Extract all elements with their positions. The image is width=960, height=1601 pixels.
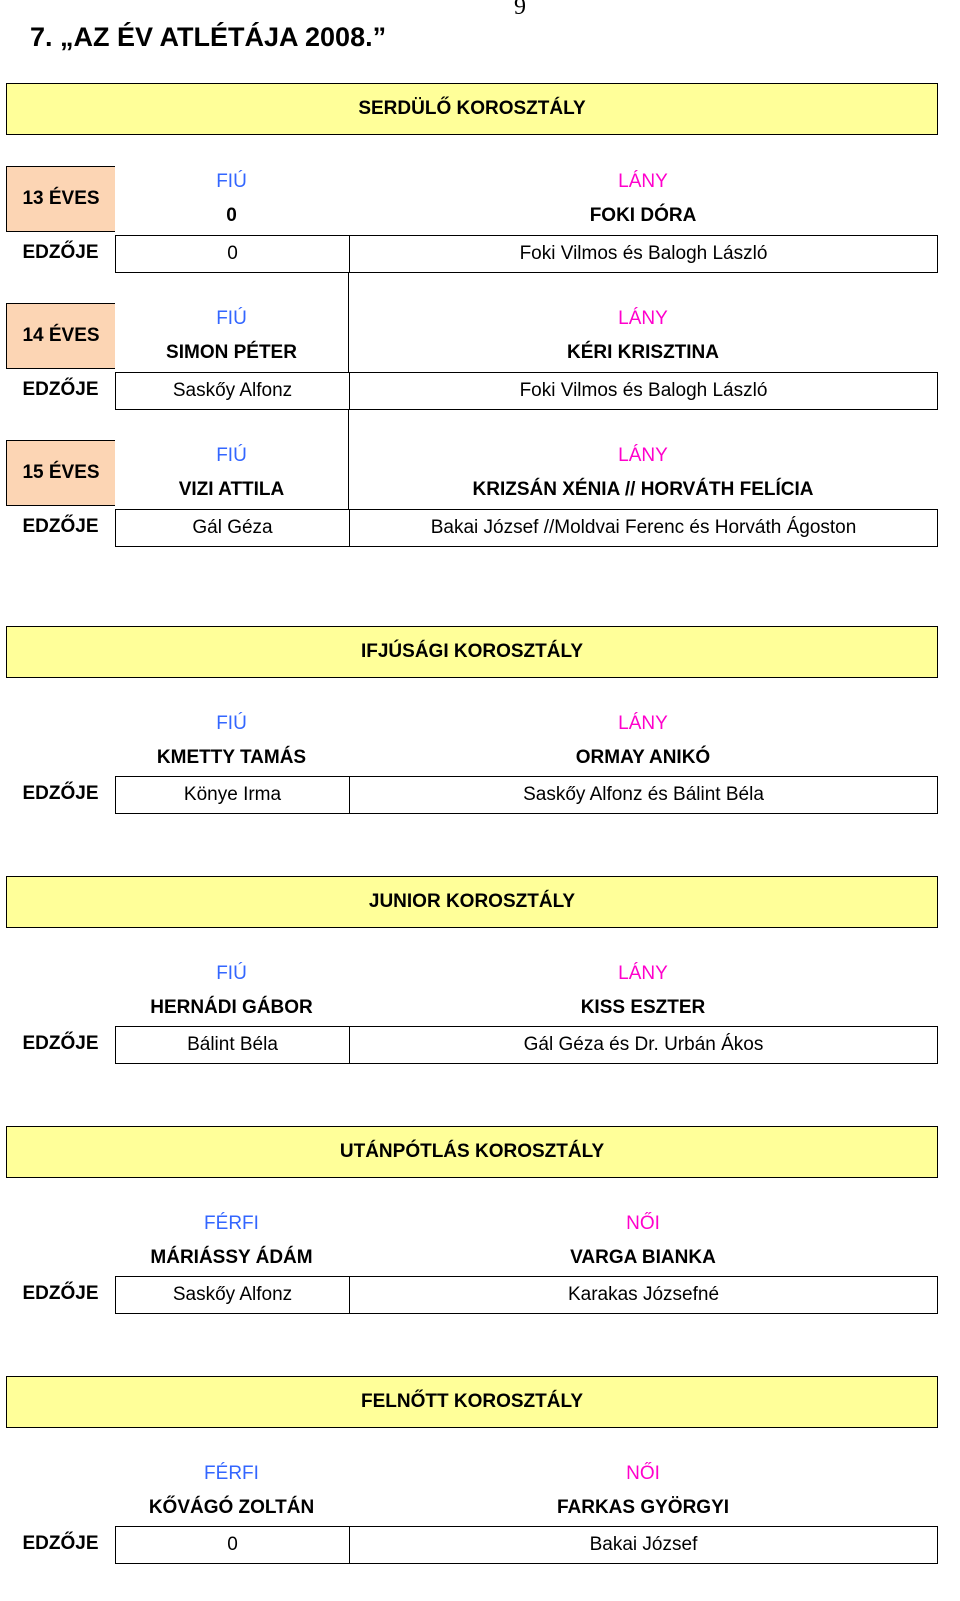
boy-label: FÉRFI — [204, 1463, 259, 1484]
girl-athlete: KÉRI KRISZTINA — [567, 342, 719, 363]
girl-label: NŐI — [626, 1463, 660, 1484]
coach-row — [115, 235, 938, 273]
girl-athlete: KISS ESZTER — [580, 997, 706, 1018]
boy-label: FIÚ — [216, 445, 247, 466]
girl-label: LÁNY — [618, 713, 668, 734]
girl-label: LÁNY — [618, 308, 668, 329]
boy-label: FIÚ — [216, 308, 247, 329]
boy-coach: 0 — [116, 236, 350, 272]
boy-coach: Könye Irma — [116, 777, 350, 813]
boy-label: FÉRFI — [204, 1213, 259, 1234]
coach-row — [115, 1026, 938, 1064]
girl-coach: Karakas Józsefné — [567, 1284, 720, 1305]
girl-label: NŐI — [626, 1213, 660, 1234]
age-label: 15 ÉVES — [6, 440, 115, 506]
coach-row — [115, 1276, 938, 1314]
boy-label: FIÚ — [216, 713, 247, 734]
coach-label: EDZŐJE — [22, 379, 99, 400]
boy-coach: Saskőy Alfonz — [116, 373, 350, 409]
page-number: 9 — [514, 0, 526, 20]
coach-label: EDZŐJE — [22, 1533, 99, 1554]
page-title: 7. „AZ ÉV ATLÉTÁJA 2008.” — [30, 22, 387, 52]
coach-label: EDZŐJE — [22, 516, 99, 537]
girl-athlete: ORMAY ANIKÓ — [575, 747, 711, 768]
girl-coach: Foki Vilmos és Balogh László — [519, 243, 768, 264]
girl-label: LÁNY — [618, 171, 668, 192]
coach-label: EDZŐJE — [22, 242, 99, 263]
boy-athlete: KŐVÁGÓ ZOLTÁN — [148, 1497, 315, 1518]
age-label: 13 ÉVES — [6, 166, 115, 232]
boy-athlete: SIMON PÉTER — [166, 342, 297, 363]
girl-coach: Gál Géza és Dr. Urbán Ákos — [523, 1034, 764, 1055]
boy-coach: 0 — [116, 1527, 350, 1563]
boy-coach: Gál Géza — [116, 510, 350, 546]
boy-label: FIÚ — [216, 963, 247, 984]
boy-athlete: 0 — [226, 205, 237, 226]
boy-athlete: MÁRIÁSSY ÁDÁM — [150, 1247, 313, 1268]
section-header-serdulo: SERDÜLŐ KOROSZTÁLY — [6, 83, 938, 135]
coach-label: EDZŐJE — [22, 783, 99, 804]
girl-label: LÁNY — [618, 963, 668, 984]
section-header: JUNIOR KOROSZTÁLY — [6, 876, 938, 928]
girl-coach: Bakai József //Moldvai Ferenc és Horváth Ágoston — [430, 517, 857, 538]
coach-row — [115, 509, 938, 547]
coach-row — [115, 776, 938, 814]
age-label: 14 ÉVES — [6, 303, 115, 369]
girl-athlete: VARGA BIANKA — [570, 1247, 716, 1268]
girl-label: LÁNY — [618, 445, 668, 466]
girl-coach: Bakai József — [589, 1534, 698, 1555]
boy-label: FIÚ — [216, 171, 247, 192]
boy-athlete: HERNÁDI GÁBOR — [150, 997, 313, 1018]
section-header: IFJÚSÁGI KOROSZTÁLY — [6, 626, 938, 678]
section-header: UTÁNPÓTLÁS KOROSZTÁLY — [6, 1126, 938, 1178]
girl-athlete: FOKI DÓRA — [589, 205, 697, 226]
section-header: FELNŐTT KOROSZTÁLY — [6, 1376, 938, 1428]
girl-coach: Saskőy Alfonz és Bálint Béla — [523, 784, 764, 805]
boy-athlete: VIZI ATTILA — [178, 479, 285, 500]
boy-athlete: KMETTY TAMÁS — [156, 747, 307, 768]
girl-athlete: FARKAS GYÖRGYI — [556, 1497, 730, 1518]
girl-athlete: KRIZSÁN XÉNIA // HORVÁTH FELÍCIA — [472, 479, 814, 500]
coach-label: EDZŐJE — [22, 1033, 99, 1054]
coach-label: EDZŐJE — [22, 1283, 99, 1304]
coach-row — [115, 372, 938, 410]
coach-row — [115, 1526, 938, 1564]
boy-coach: Saskőy Alfonz — [116, 1277, 350, 1313]
boy-coach: Bálint Béla — [116, 1027, 350, 1063]
girl-coach: Foki Vilmos és Balogh László — [519, 380, 768, 401]
